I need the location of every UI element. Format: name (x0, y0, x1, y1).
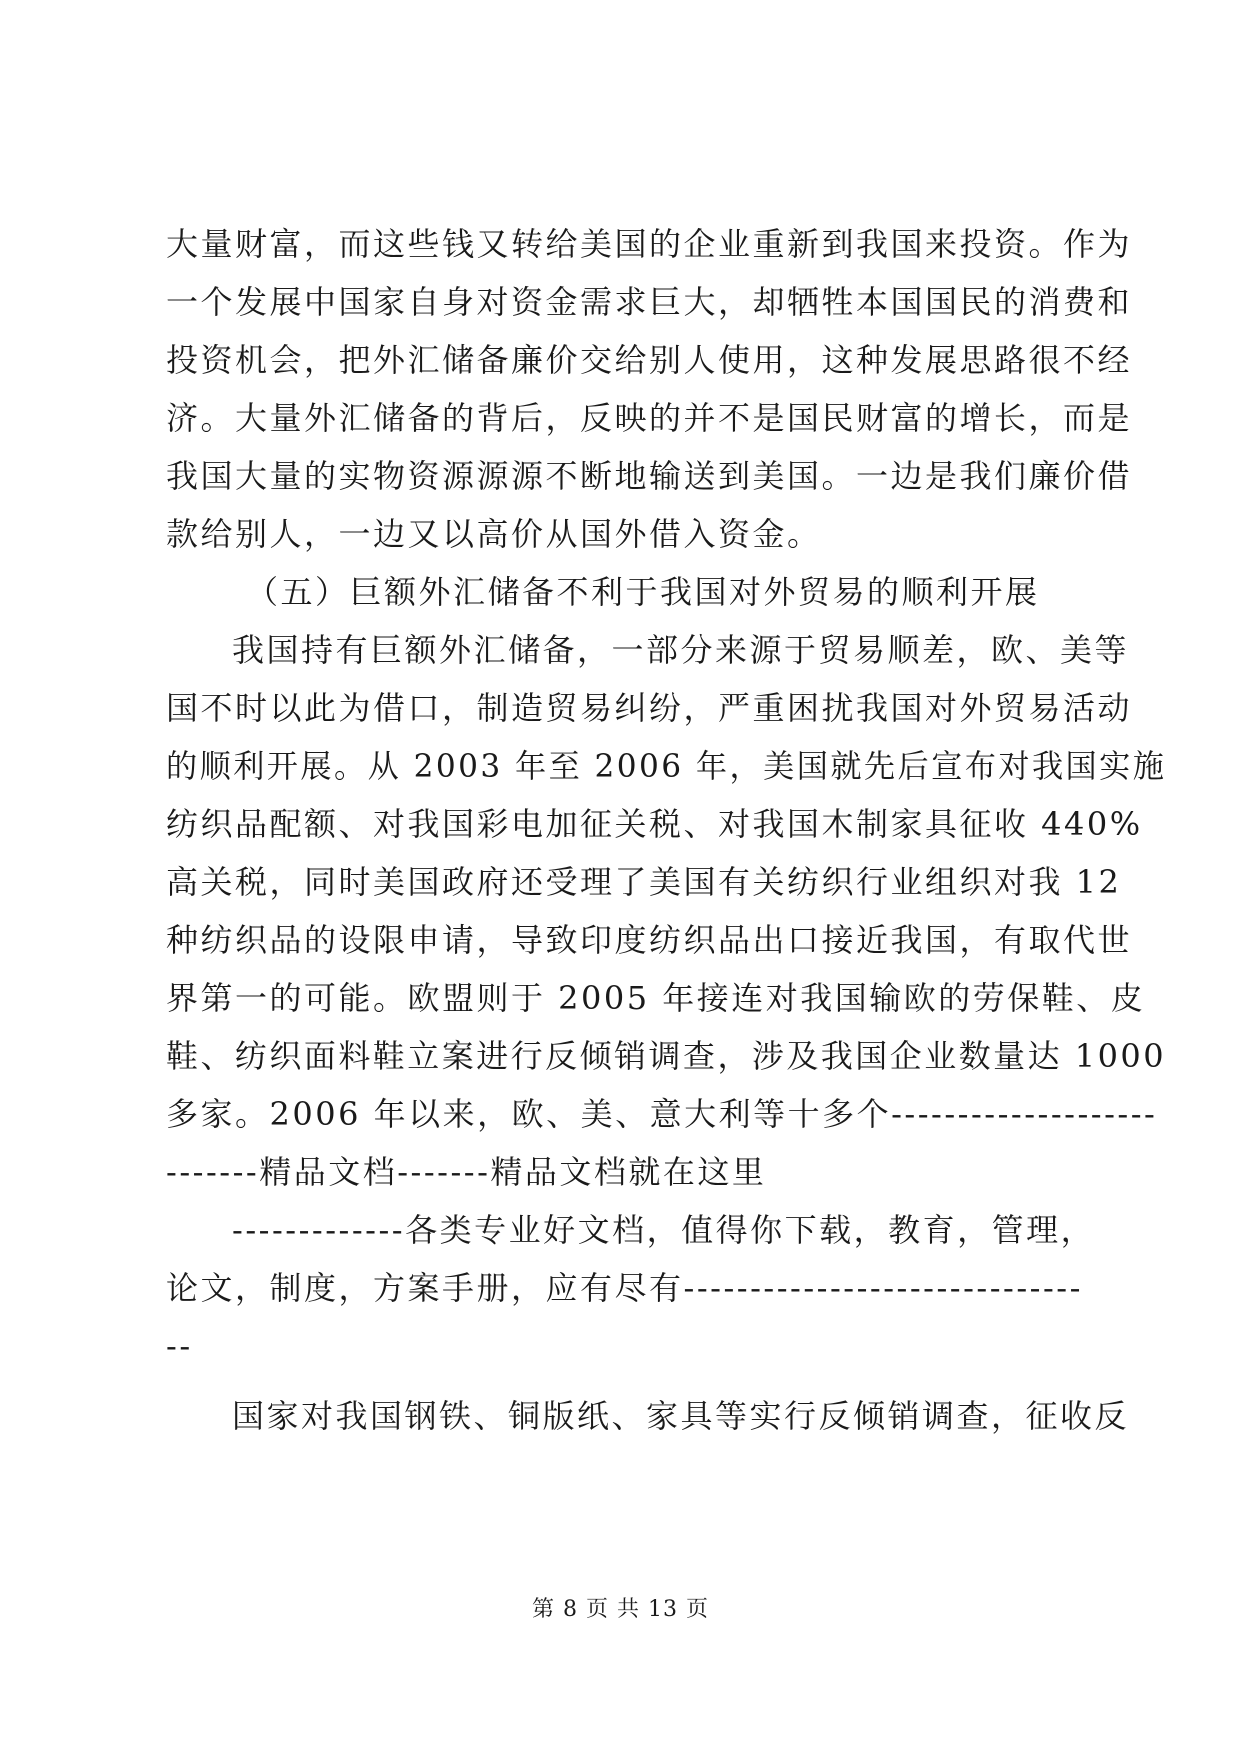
text-line: 款给别人，一边又以高价从国外借入资金。 (166, 515, 822, 553)
text-line: 高关税，同时美国政府还受理了美国有关纺织行业组织对我 12 (166, 863, 1122, 901)
text-line: 一个发展中国家自身对资金需求巨大，却牺牲本国国民的消费和 (166, 283, 1133, 321)
text-line: 大量财富，而这些钱又转给美国的企业重新到我国来投资。作为 (166, 225, 1133, 263)
section-heading: （五）巨额外汇储备不利于我国对外贸易的顺利开展 (246, 573, 1040, 611)
text-line: 纺织品配额、对我国彩电加征关税、对我国木制家具征收 440% (166, 805, 1143, 843)
text-line: -------------各类专业好文档，值得你下载，教育，管理， (232, 1211, 1096, 1249)
text-line: 多家。2006 年以来，欧、美、意大利等十多个-------------------- (166, 1095, 1158, 1133)
text-line: 种纺织品的设限申请，导致印度纺织品出口接近我国，有取代世 (166, 921, 1133, 959)
text-line: 论文，制度，方案手册，应有尽有------------------------------ (166, 1269, 1083, 1307)
text-line: 界第一的可能。欧盟则于 2005 年接连对我国输欧的劳保鞋、皮 (166, 979, 1146, 1017)
text-line: 国不时以此为借口，制造贸易纠纷，严重困扰我国对外贸易活动 (166, 689, 1133, 727)
text-line: 投资机会，把外汇储备廉价交给别人使用，这种发展思路很不经 (166, 341, 1133, 379)
text-line: 我国持有巨额外汇储备，一部分来源于贸易顺差，欧、美等 (232, 631, 1130, 669)
text-line: 鞋、纺织面料鞋立案进行反倾销调查，涉及我国企业数量达 1000 (166, 1037, 1167, 1075)
text-line: 我国大量的实物资源源源不断地输送到美国。一边是我们廉价借 (166, 457, 1133, 495)
text-line: 济。大量外汇储备的背后，反映的并不是国民财富的增长，而是 (166, 399, 1133, 437)
text-line: -- (166, 1327, 193, 1365)
text-line: 的顺利开展。从 2003 年至 2006 年，美国就先后宣布对我国实施 (166, 747, 1167, 785)
text-line: -------精品文档-------精品文档就在这里 (166, 1153, 767, 1191)
page-footer: 第 8 页 共 13 页 (532, 1597, 709, 1622)
text-line: 国家对我国钢铁、铜版纸、家具等实行反倾销调查，征收反 (232, 1397, 1130, 1435)
